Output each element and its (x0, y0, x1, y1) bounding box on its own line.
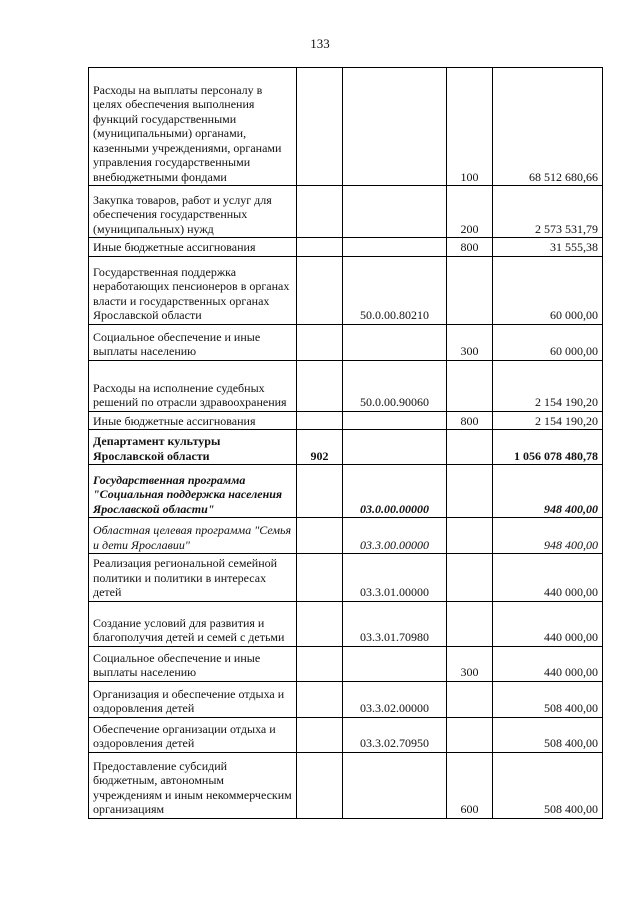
row-description: Реализация региональной семейной политики и политики в интересах детей (89, 554, 297, 602)
budget-table-body (89, 68, 603, 819)
row-description: Социальное обеспечение и иные выплаты населению (89, 324, 297, 360)
table-row (89, 238, 603, 257)
row-target-code: 03.3.01.70980 (343, 601, 447, 646)
row-expense-type: 800 (447, 411, 493, 430)
row-target-code (343, 646, 447, 681)
row-description: Обеспечение организации отдыха и оздоровления детей (89, 717, 297, 752)
row-target-code: 03.0.00.00000 (343, 465, 447, 518)
row-amount: 440 000,00 (493, 646, 603, 681)
row-department-code (297, 554, 343, 602)
row-department-code (297, 717, 343, 752)
row-target-code (343, 411, 447, 430)
row-expense-type (447, 681, 493, 717)
row-expense-type (447, 465, 493, 518)
table-row (89, 646, 603, 681)
row-amount: 68 512 680,66 (493, 68, 603, 186)
row-expense-type (447, 601, 493, 646)
row-expense-type (447, 256, 493, 324)
row-amount: 508 400,00 (493, 717, 603, 752)
table-row (89, 68, 603, 186)
row-expense-type: 300 (447, 646, 493, 681)
row-description: Создание условий для развития и благополучия детей и семей с детьми (89, 601, 297, 646)
row-target-code: 03.3.00.00000 (343, 518, 447, 554)
row-department-code (297, 465, 343, 518)
row-amount: 60 000,00 (493, 324, 603, 360)
row-target-code (343, 68, 447, 186)
row-amount: 948 400,00 (493, 518, 603, 554)
row-description: Областная целевая программа "Семья и дети Ярославии" (89, 518, 297, 554)
row-description: Иные бюджетные ассигнования (89, 411, 297, 430)
table-row (89, 430, 603, 465)
row-target-code: 03.3.02.00000 (343, 681, 447, 717)
row-description: Расходы на исполнение судебных решений по отрасли здравоохранения (89, 360, 297, 411)
row-department-code (297, 601, 343, 646)
row-department-code (297, 411, 343, 430)
table-row (89, 518, 603, 554)
row-target-code: 50.0.00.80210 (343, 256, 447, 324)
row-expense-type (447, 360, 493, 411)
row-description: Закупка товаров, работ и услуг для обеспечения государственных (муниципальных) нужд (89, 186, 297, 238)
row-target-code: 50.0.00.90060 (343, 360, 447, 411)
row-department-code (297, 186, 343, 238)
row-target-code: 03.3.02.70950 (343, 717, 447, 752)
row-description: Государственная программа "Социальная поддержка населения Ярославской области" (89, 465, 297, 518)
row-amount: 1 056 078 480,78 (493, 430, 603, 465)
row-description: Департамент культуры Ярославской области (89, 430, 297, 465)
budget-table (88, 67, 603, 819)
row-department-code (297, 256, 343, 324)
row-description: Социальное обеспечение и иные выплаты населению (89, 646, 297, 681)
row-description: Организация и обеспечение отдыха и оздоровления детей (89, 681, 297, 717)
row-target-code (343, 324, 447, 360)
row-description: Расходы на выплаты персоналу в целях обеспечения выполнения функций государственными (муниципальными) органами, казенными учреждениями, органами управления государственными внебюджетными фондами (89, 68, 297, 186)
row-amount: 440 000,00 (493, 554, 603, 602)
row-amount: 2 154 190,20 (493, 360, 603, 411)
table-row (89, 360, 603, 411)
table-row (89, 186, 603, 238)
row-amount: 948 400,00 (493, 465, 603, 518)
row-department-code (297, 518, 343, 554)
table-row (89, 256, 603, 324)
table-row (89, 411, 603, 430)
row-description: Государственная поддержка неработающих пенсионеров в органах власти и государственных органах Ярославской области (89, 256, 297, 324)
row-department-code (297, 68, 343, 186)
row-expense-type (447, 554, 493, 602)
table-row (89, 324, 603, 360)
row-department-code (297, 646, 343, 681)
row-expense-type: 200 (447, 186, 493, 238)
row-expense-type: 800 (447, 238, 493, 257)
row-expense-type (447, 430, 493, 465)
row-department-code (297, 360, 343, 411)
row-amount: 440 000,00 (493, 601, 603, 646)
row-amount: 2 154 190,20 (493, 411, 603, 430)
row-department-code (297, 752, 343, 818)
row-expense-type: 100 (447, 68, 493, 186)
table-row (89, 752, 603, 818)
row-amount: 31 555,38 (493, 238, 603, 257)
row-department-code: 902 (297, 430, 343, 465)
row-expense-type: 300 (447, 324, 493, 360)
table-row (89, 465, 603, 518)
row-target-code (343, 238, 447, 257)
table-row (89, 681, 603, 717)
table-row (89, 717, 603, 752)
row-department-code (297, 238, 343, 257)
row-department-code (297, 681, 343, 717)
table-row (89, 601, 603, 646)
row-amount: 508 400,00 (493, 752, 603, 818)
row-description: Иные бюджетные ассигнования (89, 238, 297, 257)
row-target-code (343, 752, 447, 818)
row-amount: 2 573 531,79 (493, 186, 603, 238)
row-amount: 508 400,00 (493, 681, 603, 717)
row-expense-type (447, 717, 493, 752)
row-description: Предоставление субсидий бюджетным, автономным учреждениям и иным некоммерческим организациям (89, 752, 297, 818)
row-target-code: 03.3.01.00000 (343, 554, 447, 602)
table-row (89, 554, 603, 602)
row-department-code (297, 324, 343, 360)
row-target-code (343, 186, 447, 238)
row-expense-type (447, 518, 493, 554)
row-target-code (343, 430, 447, 465)
row-amount: 60 000,00 (493, 256, 603, 324)
page-number: 133 (310, 36, 330, 51)
row-expense-type: 600 (447, 752, 493, 818)
